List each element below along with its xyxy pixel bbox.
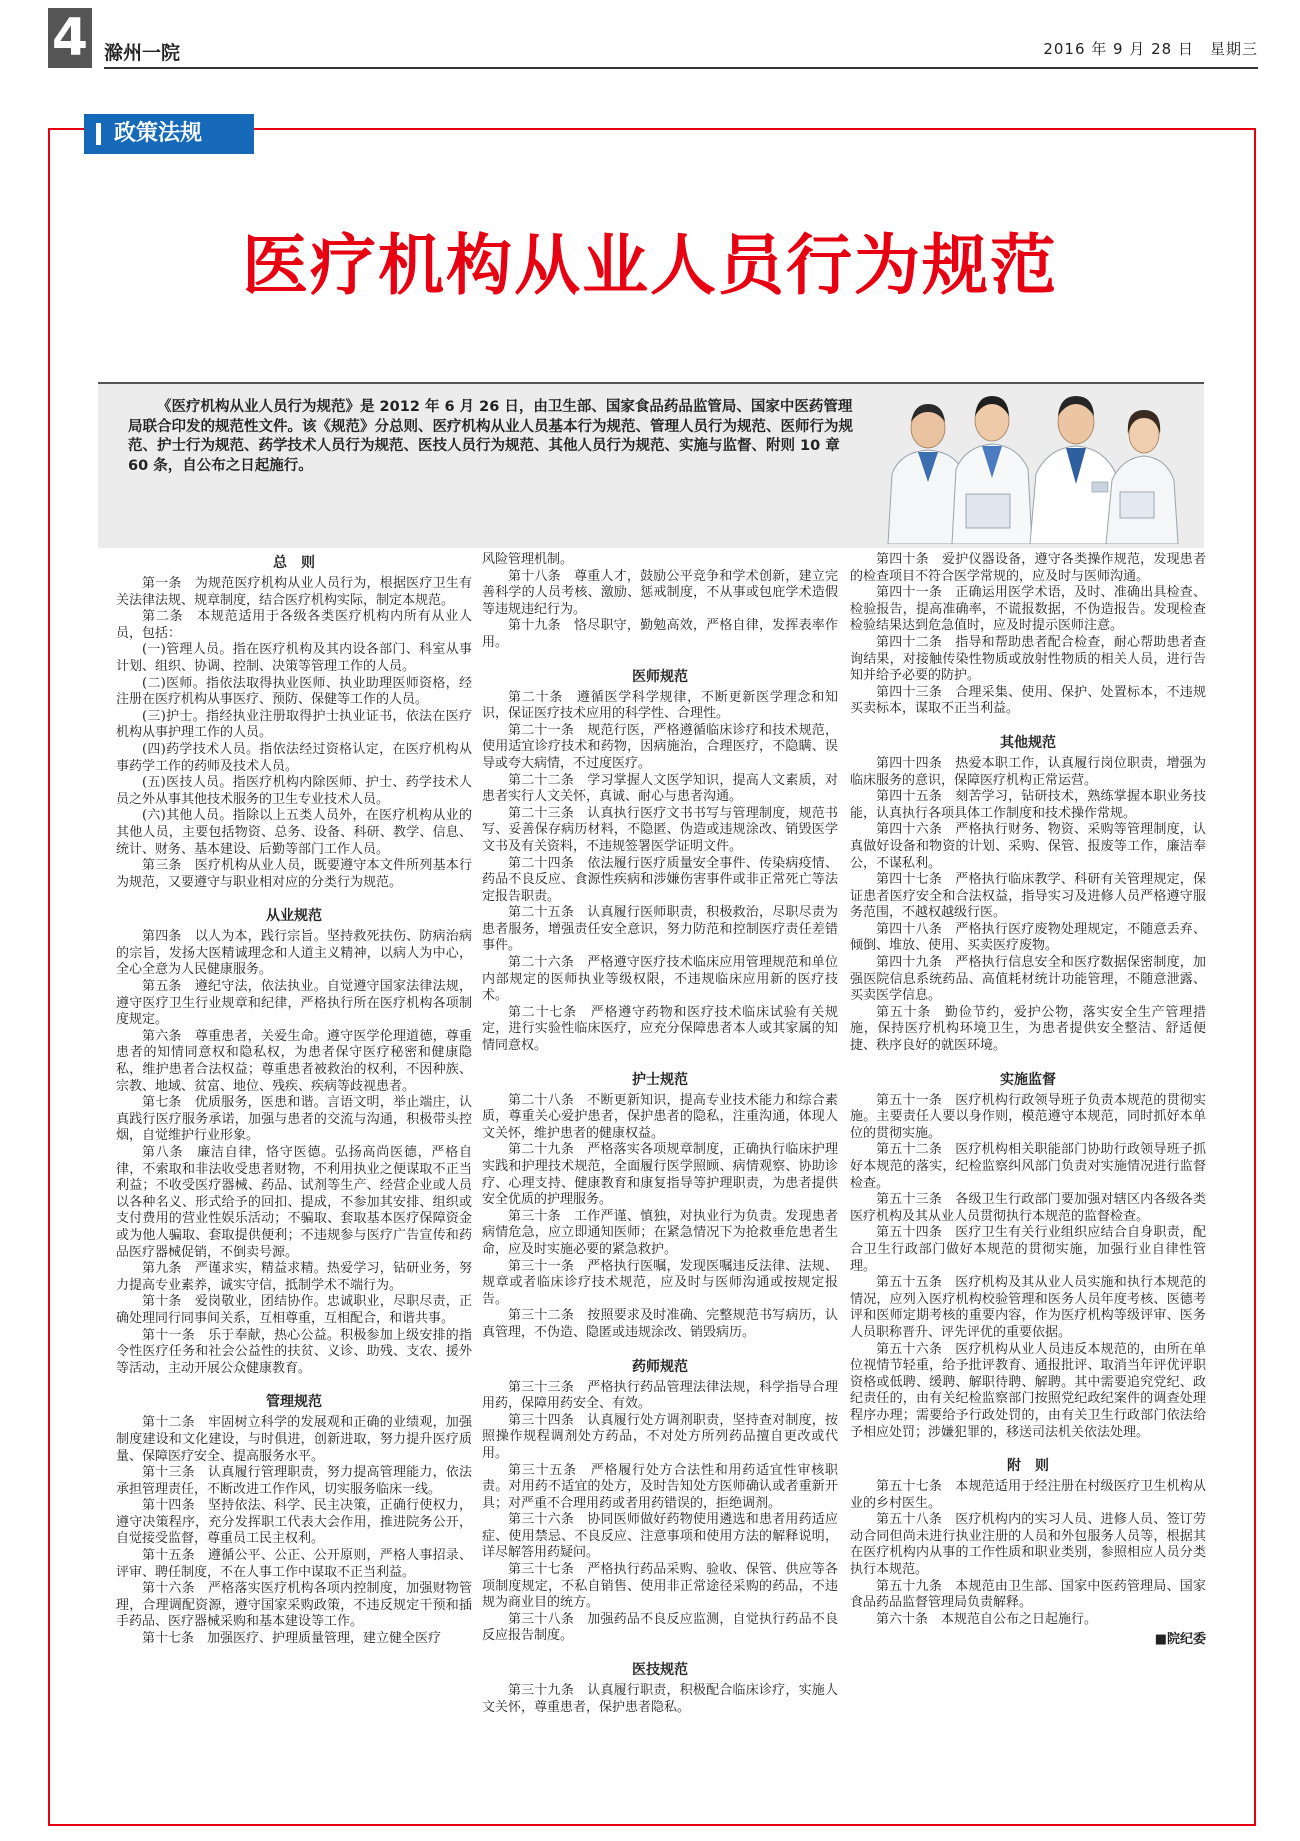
section-heading: 附 则 [1007, 1458, 1049, 1475]
article-paragraph: 第二十七条 严格遵守药物和医疗技术临床试验有关规定，进行实验性临床医疗，应充分保障患者本人或其家属的知情同意权。 [482, 1004, 838, 1054]
article-paragraph: 第四十一条 正确运用医学术语，及时、准确出具检查、检验报告，提高准确率，不谎报数据，不伪造报告。发现检查检验结果达到危急值时，应及时提示医师注意。 [850, 585, 1206, 634]
body-column-3 [850, 552, 1206, 1812]
article-paragraph: 第四十五条 刻苦学习，钻研技术，熟练掌握本职业务技能，认真执行各项具体工作制度和技术操作常规。 [850, 789, 1206, 821]
article-title: 医疗机构从业人员行为规范 [242, 227, 1058, 304]
article-paragraph: 第二十条 遵循医学科学规律，不断更新医学理念和知识，保证医疗技术应用的科学性、合理性。 [482, 689, 838, 722]
article-paragraph: 第四十六条 严格执行财务、物资、采购等管理制度，认真做好设备和物资的计划、采购、保管、报废等工作，廉洁奉公，不谋私利。 [850, 822, 1206, 871]
article-paragraph: 第三十四条 认真履行处方调剂职责，坚持查对制度，按照操作规程调剂处方药品，不对处方所列药品擅自更改或代用。 [482, 1412, 838, 1461]
article-paragraph: 第二十二条 学习掌握人文医学知识，提高人文素质，对患者实行人文关怀，真诚、耐心与患者沟通。 [482, 772, 838, 805]
article-paragraph: 风险管理机制。 [482, 552, 574, 567]
section-tag [84, 114, 254, 154]
article-paragraph: 第十五条 遵循公平、公正、公开原则，严格人事招录、评审、聘任制度，不在人事工作中谋取不正当利益。 [116, 1548, 472, 1580]
article-paragraph: 第二十八条 不断更新知识，提高专业技术能力和综合素质，尊重关心爱护患者，保护患者的隐私，注重沟通，体现人文关怀，维护患者的健康权益。 [482, 1092, 838, 1141]
article-paragraph: 第十一条 乐于奉献，热心公益。积极参加上级安排的指令性医疗任务和社会公益性的扶贫、义诊、助残、支农、援外等活动，主动开展公众健康教育。 [116, 1327, 472, 1376]
article-paragraph: 第五十一条 医疗机构行政领导班子负责本规范的贯彻实施。主要责任人要以身作则，模范遵守本规范，同时抓好本单位的贯彻实施。 [850, 1092, 1206, 1141]
article-paragraph: 第二十三条 认真执行医疗文书书写与管理制度，规范书写、妥善保存病历材料，不隐匿、伪造或违规涂改、销毁医学文书及有关资料，不违规签署医学证明文件。 [482, 805, 838, 854]
article-paragraph: 第十四条 坚持依法、科学、民主决策，正确行使权力，遵守决策程序，充分发挥职工代表大会作用，推进院务公开，自觉接受监督，尊重员工民主权利。 [116, 1498, 472, 1547]
intro-box [98, 382, 1204, 548]
section-heading: 管理规范 [266, 1394, 322, 1411]
article-paragraph: 第三十七条 严格执行药品采购、验收、保管、供应等各项制度规定，不私自销售、使用非正常途径采购的药品，不违规为商业目的统方。 [482, 1562, 838, 1611]
article-paragraph: 第六条 尊重患者，关爱生命。遵守医学伦理道德，尊重患者的知情同意权和隐私权，为患者保守医疗秘密和健康隐私，维护患者合法权益；尊重患者被救治的权利，不因种族、宗教、地域、贫富、地位、残疾、疾病等歧视患者。 [116, 1028, 472, 1094]
article-paragraph: 第四十三条 合理采集、使用、保护、处置标本，不违规买卖标本，谋取不正当利益。 [850, 684, 1206, 717]
article-paragraph: 第四十二条 指导和帮助患者配合检查，耐心帮助患者查询结果，对接触传染性物质或放射性物质的相关人员，进行告知并给予必要的防护。 [850, 634, 1206, 684]
issue-date: 2016 年 9 月 28 日 星期三 [1043, 40, 1258, 58]
article-paragraph: 第三条 医疗机构从业人员，既要遵守本文件所列基本行为规范，又要遵守与职业相对应的分类行为规范。 [116, 858, 472, 890]
section-heading: 其他规范 [1000, 734, 1056, 751]
article-paragraph: 第四条 以人为本，践行宗旨。坚持救死扶伤、防病治病的宗旨，发扬大医精诚理念和人道主义精神，以病人为中心，全心全意为人民健康服务。 [116, 929, 472, 978]
article-paragraph: 第五十六条 医疗机构从业人员违反本规范的，由所在单位视情节轻重，给予批评教育、通报批评、取消当年评优评职资格或低聘、缓聘、解职待聘、解聘。其中需要追究党纪、政纪责任的，由有关纪检监察部门按照党纪政纪案件的调查处理程序办理；需要给予行政处罚的，由有关卫生行政部门依法给予相应处罚；涉嫌犯罪的，移送司法机关依法处理。 [850, 1341, 1206, 1440]
article-paragraph: 第十条 爱岗敬业，团结协作。忠诚职业，尽职尽责，正确处理同行同事间关系，互相尊重，互相配合，和谐共事。 [116, 1294, 472, 1326]
tag-bar [96, 123, 101, 145]
article-paragraph: 第四十七条 严格执行临床教学、科研有关管理规定，保证患者医疗安全和合法权益，指导实习及进修人员严格遵守服务范围，不越权越级行医。 [850, 872, 1206, 921]
article-paragraph: 第五十八条 医疗机构内的实习人员、进修人员、签订劳动合同但尚未进行执业注册的人员和外包服务人员等，根据其在医疗机构内从事的工作性质和职业类别，参照相应人员分类执行本规范。 [850, 1512, 1206, 1578]
article-paragraph: 第五条 遵纪守法，依法执业。自觉遵守国家法律法规，遵守医疗卫生行业规章和纪律，严格执行所在医疗机构各项制度规定。 [116, 979, 472, 1028]
article-paragraph: 第五十七条 本规范适用于经注册在村级医疗卫生机构从业的乡村医生。 [850, 1479, 1206, 1511]
section-heading: 总 则 [273, 555, 315, 571]
article-paragraph: 第二十五条 认真履行医师职责，积极救治，尽职尽责为患者服务，增强责任安全意识，努力防范和控制医疗责任差错事件。 [482, 905, 838, 954]
article-paragraph: 第三十三条 严格执行药品管理法律法规，科学指导合理用药，保障用药安全、有效。 [482, 1379, 838, 1412]
section-heading: 药师规范 [632, 1358, 688, 1375]
article-paragraph: 第十七条 加强医疗、护理质量管理，建立健全医疗 [142, 1631, 442, 1647]
article-paragraph: 第十九条 恪尽职守，勤勉高效，严格自律，发挥表率作用。 [482, 618, 838, 650]
article-signature: ■院纪委 [1154, 1632, 1206, 1648]
article-paragraph: 第三十一条 严格执行医嘱，发现医嘱违反法律、法规、规章或者临床诊疗技术规范，应及时与医师沟通或按规定报告。 [482, 1258, 838, 1307]
article-paragraph: 第五十四条 医疗卫生有关行业组织应结合自身职责，配合卫生行政部门做好本规范的贯彻实施，加强行业自律性管理。 [850, 1225, 1206, 1274]
article-paragraph: 第二十六条 严格遵守医疗技术临床应用管理规范和单位内部规定的医师执业等级权限，不违规临床应用新的医疗技术。 [482, 955, 838, 1004]
article-paragraph: 第五十五条 医疗机构及其从业人员实施和执行本规范的情况，应列入医疗机构校验管理和医务人员年度考核、医德考评和医师定期考核的重要内容，作为医疗机构等级评审、医务人员职称晋升、评先评优的重要依据。 [850, 1275, 1206, 1340]
article-paragraph: 第四十条 爱护仪器设备，遵守各类操作规范，发现患者的检查项目不符合医学常规的，应及时与医师沟通。 [850, 552, 1206, 584]
article-paragraph: 第三十条 工作严谨、慎独，对执业行为负责。发现患者病情危急，应立即通知医师；在紧急情况下为抢救垂危患者生命，应及时实施必要的紧急救护。 [482, 1208, 838, 1257]
article-paragraph: 第一条 为规范医疗机构从业人员行为，根据医疗卫生有关法律法规、规章制度，结合医疗机构实际，制定本规范。 [116, 576, 472, 608]
section-heading: 实施监督 [1000, 1071, 1056, 1088]
newspaper-name: 滁州一院 [104, 42, 181, 64]
article-paragraph: 第三十九条 认真履行职责，积极配合临床诊疗，实施人文关怀，尊重患者，保护患者隐私。 [482, 1683, 838, 1715]
section-heading: 医师规范 [632, 668, 688, 685]
article-paragraph: 第二十一条 规范行医，严格遵循临床诊疗和技术规范，使用适宜诊疗技术和药物，因病施治，合理医疗，不隐瞒、误导或夸大病情，不过度医疗。 [482, 722, 838, 771]
article-paragraph: 第五十条 勤俭节约，爱护公物，落实安全生产管理措施，保持医疗机构环境卫生，为患者提供安全整洁、舒适便捷、秩序良好的就医环境。 [850, 1004, 1206, 1054]
article-paragraph: 第二十九条 严格落实各项规章制度，正确执行临床护理实践和护理技术规范，全面履行医学照顾、病情观察、协助诊疗、心理支持、健康教育和康复指导等护理职责，为患者提供安全优质的护理服务。 [482, 1142, 838, 1208]
article-paragraph: 第二条 本规范适用于各级各类医疗机构内所有从业人员，包括： [116, 609, 472, 641]
article-paragraph: 第三十八条 加强药品不良反应监测，自觉执行药品不良反应报告制度。 [482, 1611, 838, 1644]
section-heading: 从业规范 [266, 908, 322, 925]
page-number: 4 [48, 8, 92, 68]
doctors-illustration [880, 354, 1180, 544]
article-paragraph: 第十二条 牢固树立科学的发展观和正确的业绩观，加强制度建设和文化建设，与时俱进，创新进取，努力提升医疗质量、保障医疗安全、提高服务水平。 [116, 1415, 472, 1464]
article-paragraph: 第三十二条 按照要求及时准确、完整规范书写病历，认真管理，不伪造、隐匿或违规涂改、销毁病历。 [482, 1308, 838, 1340]
page-header [48, 8, 1258, 68]
article-paragraph: 第七条 优质服务，医患和谐。言语文明，举止端庄，认真践行医疗服务承诺，加强与患者的交流与沟通，积极带头控烟，自觉维护行业形象。 [116, 1095, 472, 1144]
article-paragraph: (二)医师。指依法取得执业医师、执业助理医师资格，经注册在医疗机构从事医疗、预防、保健等工作的人员。 [116, 675, 472, 708]
article-paragraph: 第九条 严谨求实，精益求精。热爱学习，钻研业务，努力提高专业素养，诚实守信，抵制学术不端行为。 [116, 1261, 472, 1293]
intro-text: 《医疗机构从业人员行为规范》是 2012 年 6 月 26 日，由卫生部、国家食品药品监管局、国家中医药管理局联合印发的规范性文件。该《规范》分总则、医疗机构从业人员基本行为规范、管理人员行为规范、医师行为规范、护士行为规范、药学技术人员行为规范、医技人员行为规范、其他人员行为规范、实施与监督、附则 10 章 60 条，自公布之日起施行。 [128, 399, 853, 474]
article-paragraph: 第六十条 本规范自公布之日起施行。 [876, 1611, 1098, 1627]
article-paragraph: 第三十六条 协同医师做好药物使用遴选和患者用药适应症、使用禁忌、不良反应、注意事项和使用方法的解释说明，详尽解答用药疑问。 [482, 1512, 838, 1561]
section-heading: 护士规范 [632, 1071, 688, 1088]
article-paragraph: 第四十八条 严格执行医疗废物处理规定，不随意丢弃、倾倒、堆放、使用、买卖医疗废物。 [850, 921, 1206, 954]
article-paragraph: 第三十五条 严格履行处方合法性和用药适宜性审核职责。对用药不适宜的处方，及时告知处方医师确认或者重新开具；对严重不合理用药或者用药错误的，拒绝调剂。 [482, 1462, 838, 1511]
article-paragraph: 第十八条 尊重人才，鼓励公平竞争和学术创新，建立完善科学的人员考核、激励、惩戒制度，不从事或包庇学术造假等违规违纪行为。 [482, 568, 838, 617]
body-column-2 [482, 552, 838, 1812]
article-paragraph: (三)护士。指经执业注册取得护士执业证书，依法在医疗机构从事护理工作的人员。 [116, 708, 472, 741]
article-paragraph: 第四十九条 严格执行信息安全和医疗数据保密制度，加强医院信息系统药品、高值耗材统计功能管理，不随意泄露、买卖医学信息。 [850, 955, 1206, 1004]
article-paragraph: 第五十二条 医疗机构相关职能部门协助行政领导班子抓好本规范的落实，纪检监察纠风部门负责对实施情况进行监督检查。 [850, 1142, 1206, 1191]
article-paragraph: 第十三条 认真履行管理职责，努力提高管理能力，依法承担管理责任，不断改进工作作风，切实服务临床一线。 [116, 1465, 472, 1497]
article-paragraph: 第八条 廉洁自律，恪守医德。弘扬高尚医德，严格自律，不索取和非法收受患者财物，不利用执业之便谋取不正当利益；不收受医疗器械、药品、试剂等生产、经营企业或人员以各种名义、形式给予的回扣、提成，不参加其安排、组织或支付费用的营业性娱乐活动；不骗取、套取基本医疗保障资金或为他人骗取、套取提供便利；不违规参与医疗广告宣传和药品医疗器械促销，不倒卖号源。 [116, 1145, 472, 1260]
article-paragraph: 第四十四条 热爱本职工作，认真履行岗位职责，增强为临床服务的意识，保障医疗机构正常运营。 [850, 755, 1206, 788]
article-paragraph: 第五十三条 各级卫生行政部门要加强对辖区内各级各类医疗机构及其从业人员贯彻执行本规范的监督检查。 [850, 1192, 1206, 1224]
section-heading: 医技规范 [632, 1662, 688, 1679]
header-rule [104, 67, 1258, 69]
article-paragraph: (四)药学技术人员。指依法经过资格认定，在医疗机构从事药学工作的药师及技术人员。 [116, 741, 472, 774]
article-paragraph: (六)其他人员。指除以上五类人员外，在医疗机构从业的其他人员，主要包括物资、总务、设备、科研、教学、信息、统计、财务、基本建设、后勤等部门工作人员。 [116, 808, 472, 857]
article-paragraph: (一)管理人员。指在医疗机构及其内设各部门、科室从事计划、组织、协调、控制、决策等管理工作的人员。 [116, 642, 472, 674]
body-column-1 [116, 552, 472, 1812]
section-tag-label: 政策法规 [114, 121, 203, 146]
article-paragraph: 第二十四条 依法履行医疗质量安全事件、传染病疫情、药品不良反应、食源性疾病和涉嫌伤害事件或非正常死亡等法定报告职责。 [482, 855, 838, 904]
article-paragraph: 第十六条 严格落实医疗机构各项内控制度，加强财物管理，合理调配资源，遵守国家采购政策，不违反规定干预和插手药品、医疗器械采购和基本建设等工作。 [116, 1581, 472, 1630]
article-paragraph: (五)医技人员。指医疗机构内除医师、护士、药学技术人员之外从事其他技术服务的卫生专业技术人员。 [116, 775, 472, 807]
article-paragraph: 第五十九条 本规范由卫生部、国家中医药管理局、国家食品药品监督管理局负责解释。 [850, 1578, 1206, 1611]
